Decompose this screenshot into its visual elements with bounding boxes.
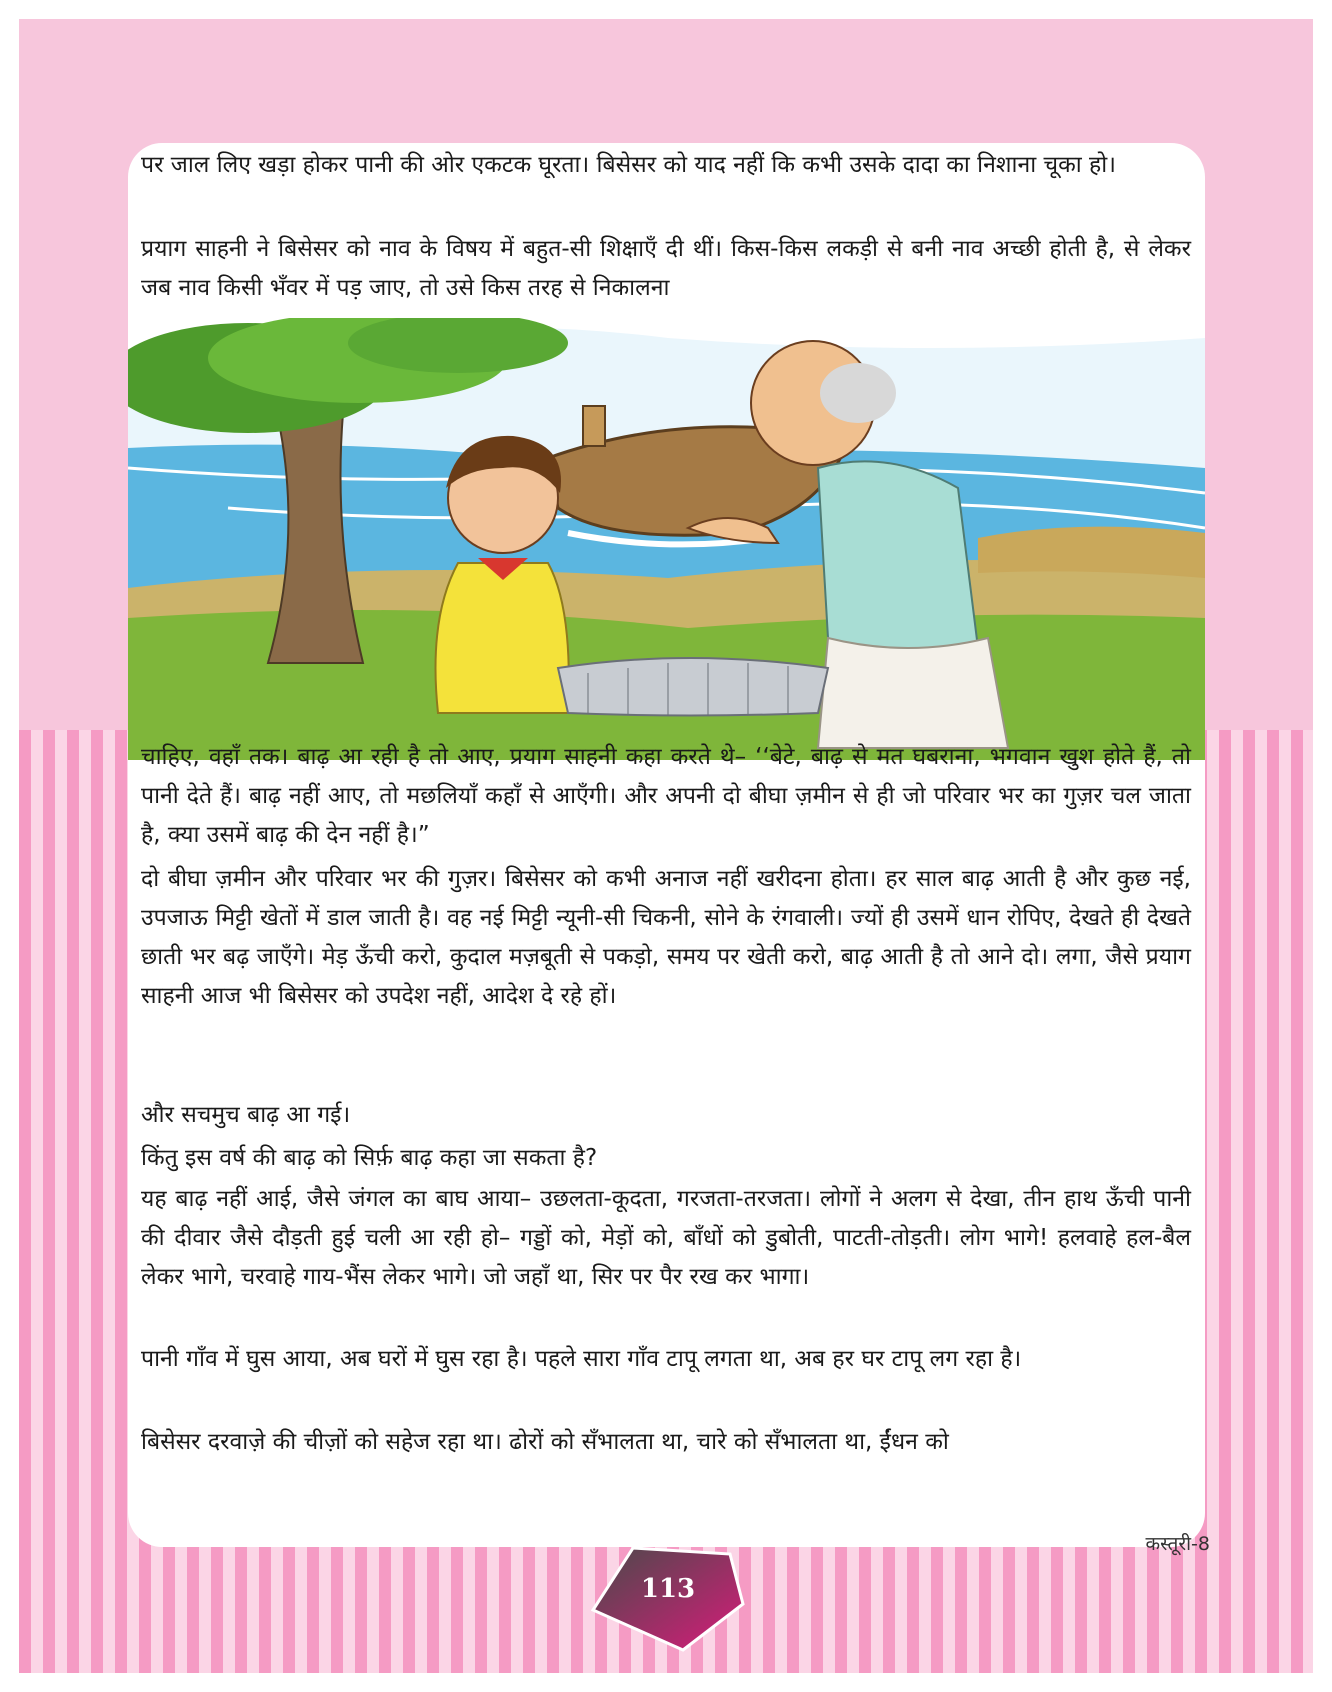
paragraph-2: प्रयाग साहनी ने बिसेसर को नाव के विषय में बहुत-सी शिक्षाएँ दी थीं। किस-किस लकड़ी से बनी नाव अच्छी होती है, से लेकर जब नाव किसी भँवर में पड़ जाए, तो उसे किस तरह से निकालना: [141, 236, 1191, 301]
paragraph-8: पानी गाँव में घुस आया, अब घरों में घुस रहा है। पहले सारा गाँव टापू लगता था, अब हर घर टापू लग रहा है।: [141, 1346, 1022, 1372]
paragraph-6: किंतु इस वर्ष की बाढ़ को सिर्फ़ बाढ़ कहा जा सकता है?: [141, 1145, 598, 1171]
paragraph-3: चाहिए, वहाँ तक। बाढ़ आ रही है तो आए, प्रयाग साहनी कहा करते थे– ‘‘बेटे, बाढ़ से मत घबराना, भगवान खुश होते हैं, तो पानी देते हैं। बाढ़ नहीं आए, तो मछलियाँ कहाँ से आएँगी। और अपनी दो बीघा ज़मीन से ही जो परिवार भर का गुज़र चल जाता है, क्या उसमें बाढ़ की देन नहीं है।”: [141, 744, 1191, 848]
paragraph-5: और सचमुच बाढ़ आ गई।: [141, 1102, 351, 1128]
paragraph-9: बिसेसर दरवाज़े की चीज़ों को सहेज रहा था। ढोरों को सँभालता था, चारे को सँभालता था, ईंधन को: [141, 1429, 949, 1455]
page-number: 113: [640, 1574, 696, 1604]
paragraph-7: यह बाढ़ नहीं आई, जैसे जंगल का बाघ आया– उछलता-कूदता, गरजता-तरजता। लोगों ने अलग से देखा, तीन हाथ ऊँची पानी की दीवार जैसे दौड़ती हुई चली आ रही हो– गड्डों को, मेड़ों को, बाँधों को डुबोती, पाटती-तोड़ती। लोग भागे! हलवाहे हल-बैल लेकर भागे, चरवाहे गाय-भैंस लेकर भागे। जो जहाँ था, सिर पर पैर रख कर भागा।: [141, 1186, 1191, 1290]
paragraph-1: पर जाल लिए खड़ा होकर पानी की ओर एकटक घूरता। बिसेसर को याद नहीं कि कभी उसके दादा का निशाना चूका हो।: [141, 152, 1116, 178]
story-illustration: [128, 318, 1205, 760]
book-title: कस्तूरी-8: [1145, 1533, 1210, 1555]
paragraph-4: दो बीघा ज़मीन और परिवार भर की गुज़र। बिसेसर को कभी अनाज नहीं खरीदना होता। हर साल बाढ़ आती है और कुछ नई, उपजाऊ मिट्टी खेतों में डाल जाती है। वह नई मिट्टी न्यूनी-सी चिकनी, सोने के रंगवाली। ज्यों ही उसमें धान रोपिए, देखते ही देखते छाती भर बढ़ जाएँगे। मेड़ ऊँची करो, कुदाल मज़बूती से पकड़ो, समय पर खेती करो, बाढ़ आती है तो आने दो। लगा, जैसे प्रयाग साहनी आज भी बिसेसर को उपदेश नहीं, आदेश दे रहे हों।: [141, 866, 1191, 1009]
